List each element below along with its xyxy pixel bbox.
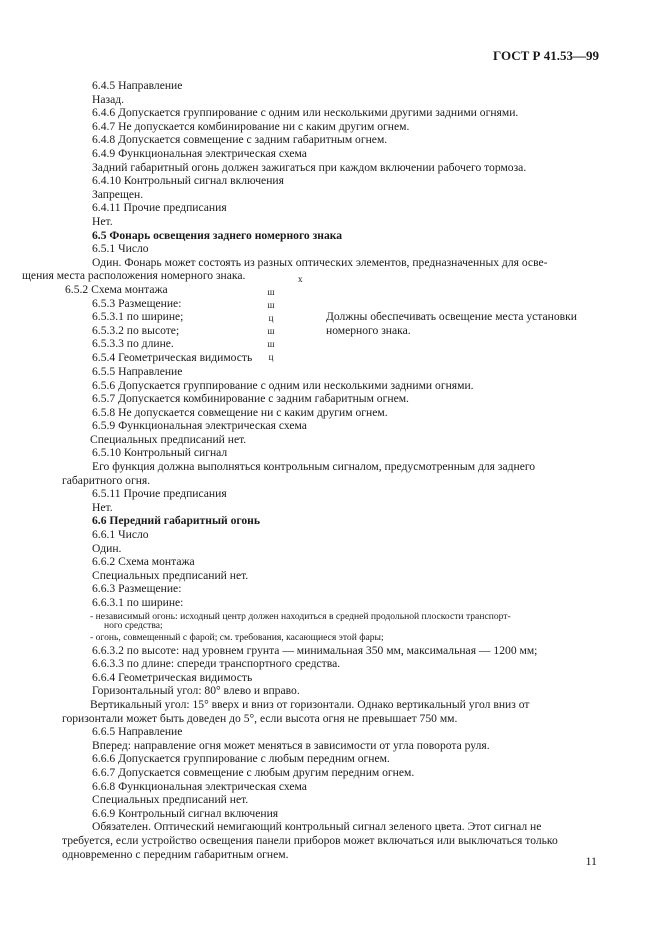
bullet-item-continuation: ного средства; <box>104 619 163 631</box>
text-line: Специальных предписаний нет. <box>92 568 249 582</box>
text-line: 6.5.3.2 по высоте; <box>92 323 180 337</box>
brace-marks: x ш ш ц ш ш ц <box>264 273 278 364</box>
text-line: номерного знака. <box>326 323 411 337</box>
text-line: 6.5.2 Схема монтажа <box>65 282 168 296</box>
text-line: 6.6.3.1 по ширине: <box>92 596 184 609</box>
mount-left-column <box>65 282 253 365</box>
text-line: 6.4.9 Функциональная электрическая схема <box>92 146 307 160</box>
text-line: 6.5.6 Допускается группирование с одним или несколькими задними огнями. <box>92 378 474 392</box>
text-line: Запрещен. <box>92 187 144 201</box>
paragraph-line: Его функция должна выполняться контрольным сигналом, предусмотренным для заднего <box>92 460 536 474</box>
text-line: 6.6.3 Размещение: <box>92 582 182 596</box>
paragraph-line: горизонтали может быть доведен до 5°, если высота огня не превышает 750 мм. <box>62 711 458 725</box>
document-body <box>22 79 600 861</box>
section-heading: 6.5 Фонарь освещения заднего номерного знака <box>92 228 343 242</box>
paragraph-line: Один. Фонарь может состоять из разных оптических элементов, предназначенных для осве- <box>92 255 548 269</box>
brace-mark: ц <box>268 312 274 323</box>
text-line: 6.6.9 Контрольный сигнал включения <box>92 806 279 820</box>
text-line: 6.6.5 Направление <box>92 725 183 739</box>
text-line: 6.5.3 Размещение: <box>92 296 182 310</box>
brace-mark: ц <box>268 351 274 362</box>
text-line: Задний габаритный огонь должен зажигаться при каждом включении рабочего тормоза. <box>92 160 527 174</box>
text-line: 6.6.3.2 по высоте: над уровнем грунта — минимальная 350 мм, максимальная — 1200 мм; <box>92 643 538 657</box>
text-line: 6.6.2 Схема монтажа <box>92 555 195 569</box>
text-line: 6.4.11 Прочие предписания <box>92 201 227 215</box>
paragraph-line: габаритного огня. <box>62 473 151 487</box>
text-line: 6.5.3.1 по ширине; <box>92 310 184 324</box>
text-line: Должны обеспечивать освещение места установки <box>326 309 577 323</box>
text-line: 6.5.11 Прочие предписания <box>92 487 227 501</box>
text-line: 6.6.4 Геометрическая видимость <box>92 670 253 684</box>
text-line: Нет. <box>92 500 113 514</box>
text-line: Нет. <box>92 214 113 228</box>
paragraph-line: щения места расположения номерного знака. <box>22 269 246 283</box>
text-line: 6.4.5 Направление <box>92 79 183 92</box>
text-line: 6.5.1 Число <box>92 242 149 256</box>
bullet-item: - независимый огонь: исходный центр должен находиться в средней продольной плоскости транспорт- <box>90 610 511 622</box>
page-number: 11 <box>585 854 597 868</box>
paragraph-line: Обязателен. Оптический немигающий контрольный сигнал зеленого цвета. Этот сигнал не <box>92 820 542 834</box>
text-line: 6.5.5 Направление <box>92 364 183 378</box>
bullet-item: - огонь, совмещенный с фарой; см. требования, касающиеся этой фары; <box>90 631 384 643</box>
text-line: 6.5.3.3 по длине. <box>92 337 174 351</box>
brace-mark: ш <box>267 299 275 310</box>
text-line: 6.5.4 Геометрическая видимость <box>92 350 253 364</box>
text-line: Один. <box>92 541 122 555</box>
page-header: ГОСТ Р 41.53—99 <box>493 48 599 63</box>
text-line: 6.6.1 Число <box>92 528 149 542</box>
brace-mark: ш <box>267 286 275 297</box>
text-line: 6.4.8 Допускается совмещение с задним габаритным огнем. <box>92 133 388 147</box>
text-line: 6.4.6 Допускается группирование с одним или несколькими другими задними огнями. <box>92 106 519 120</box>
mount-right-column <box>326 310 606 337</box>
text-line: 6.6.3.3 по длине: спереди транспортного средства. <box>92 657 341 671</box>
brace-mark: ш <box>267 338 275 349</box>
text-line: Вперед: направление огня может меняться в зависимости от угла поворота руля. <box>92 738 490 752</box>
text-line: 6.6.8 Функциональная электрическая схема <box>92 779 307 793</box>
text-line: Специальных предписаний нет. <box>92 793 249 807</box>
text-line: 6.5.10 Контрольный сигнал <box>92 446 228 460</box>
text-line: Назад. <box>92 92 125 106</box>
text-line: 6.5.7 Допускается комбинирование с задним габаритным огнем. <box>92 392 409 406</box>
section-heading: 6.6 Передний габаритный огонь <box>92 514 260 528</box>
text-line: 6.5.8 Не допускается совмещение ни с каким другим огнем. <box>92 405 388 419</box>
paragraph-line: требуется, если устройство освещения панели приборов может включаться или выключаться только <box>62 833 558 847</box>
text-line: 6.5.9 Функциональная электрическая схема <box>92 419 307 433</box>
text-line: 6.6.7 Допускается совмещение с любым другим передним огнем. <box>92 765 415 779</box>
text-line: Специальных предписаний нет. <box>90 432 247 446</box>
brace-mark: ш <box>267 325 275 336</box>
paragraph-line: одновременно с передним габаритным огнем. <box>62 847 289 861</box>
text-line: 6.4.7 Не допускается комбинирование ни с каким другим огнем. <box>92 119 410 133</box>
text-line: 6.6.6 Допускается группирование с любым передним огнем. <box>92 752 390 766</box>
paragraph-line: Вертикальный угол: 15° вверх и вниз от горизонтали. Однако вертикальный угол вниз от <box>90 697 530 711</box>
text-line: Горизонтальный угол: 80° влево и вправо. <box>92 684 300 698</box>
text-line: 6.4.10 Контрольный сигнал включения <box>92 174 284 188</box>
